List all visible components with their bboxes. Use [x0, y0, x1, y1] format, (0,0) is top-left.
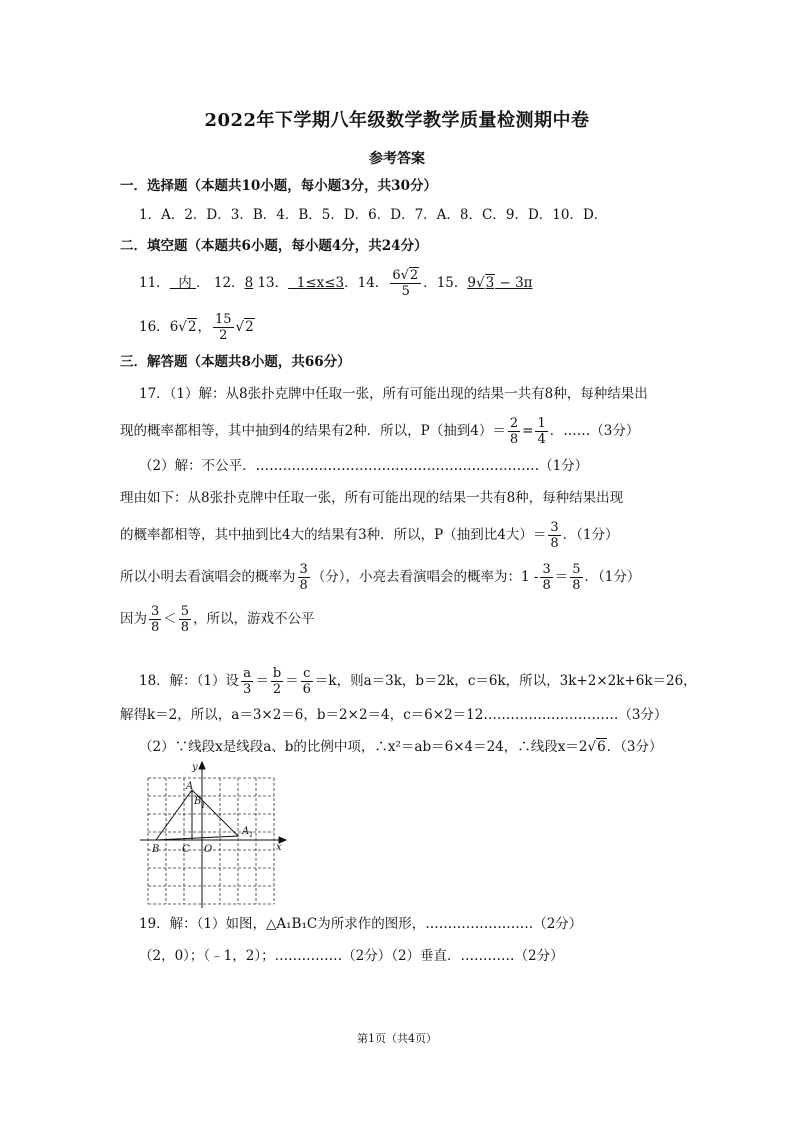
fill-answers-row1: [139, 268, 533, 299]
point-labels: [151, 762, 282, 855]
label-x: x: [276, 842, 282, 853]
label-b: B: [152, 844, 160, 855]
label-a1-sub: 1: [249, 831, 254, 839]
q12-prefix: ． 12．: [196, 275, 245, 291]
q19-line2: （2，0）；（﹣1，2）；……………（2分）（2）垂直．…………（2分）: [139, 948, 564, 964]
section1-heading: 一．选择题（本题共10小题，每小题3分，共30分）: [120, 178, 437, 194]
q15-answer: 9√3 − 3π: [467, 275, 533, 291]
q17-fraction-f: $\frac{5}{8}$: [572, 562, 581, 593]
q19-line1: 19．解：（1）如图，△A₁B₁C为所求作的图形，……………………（2分）: [139, 916, 583, 932]
q17-fraction-h: $\frac{5}{8}$: [180, 604, 190, 635]
q15-prefix: ．15．: [423, 275, 468, 291]
label-c: C: [182, 844, 190, 855]
q18-line1: 18．解：（1）设 $\frac{a}{3}$ ＝ $\frac{b}{2}$ ＝ $\frac{c}{6}$ ＝k，则a＝3k，b＝2k，c＝6k，所以，3k+2×2k+6k＝26，: [139, 666, 697, 697]
q17-line3: （2）解：不公平．………………………………………………………（1分）: [139, 458, 589, 474]
q17-line2: 现的概率都相等，其中抽到4的结果有2种．所以，P（抽到4）＝ $\frac{2}{8}$ = $\frac{1}{4}$ ．……（3分）: [120, 416, 640, 447]
q16-answer-a: 6√2: [169, 319, 197, 335]
label-b1: B: [194, 796, 202, 807]
label-y: y: [192, 762, 198, 773]
q17-fraction-c: $\frac{3}{8}$: [550, 520, 559, 551]
q17-fraction-a: $\frac{2}{8}$: [509, 416, 519, 447]
q17-fraction-e: $\frac{3}{8}$: [542, 562, 551, 593]
section3-heading: 三．解答题（本题共8小题，共66分）: [120, 354, 351, 370]
q17-fraction-d: $\frac{3}{8}$: [299, 562, 308, 593]
label-a: A: [186, 781, 194, 792]
label-a1: A: [242, 826, 250, 837]
q17-line4: 理由如下：从8张扑克牌中任取一张，所有可能出现的结果一共有8种，每种结果出现: [120, 490, 624, 506]
q12-answer: 8: [244, 275, 254, 291]
q14-fraction: $\frac{6√2}{5}$: [390, 268, 421, 299]
q16-prefix: 16．: [139, 319, 170, 335]
q18-fraction-b: $\frac{b}{2}$: [272, 666, 282, 697]
q18-line3: （2）∵线段x是线段a、b的比例中项，∴x²＝ab＝6×4＝24，∴线段x＝2√6．（3分）: [139, 739, 663, 755]
q17-line1: 17．（1）解：从8张扑克牌中任取一张，所有可能出现的结果一共有8种，每种结果出: [139, 386, 648, 402]
q13-answer: 1≤x≤3: [296, 275, 345, 291]
section2-heading: 二．填空题（本题共6小题，每小题4分，共24分）: [120, 238, 428, 254]
q17-fraction-b: $\frac{1}{4}$: [537, 416, 546, 447]
q14-prefix: ．14．: [344, 275, 389, 291]
q16-fraction: $\frac{15}{2}$: [214, 312, 232, 343]
q16-radical: √2: [235, 319, 254, 335]
grid-lines: [148, 778, 274, 904]
label-b1-sub: 1: [201, 802, 206, 810]
page-footer: 第1页（共4页）: [357, 1032, 437, 1045]
q17-fraction-g: $\frac{3}{8}$: [151, 604, 160, 635]
q11-answer: 内: [178, 275, 192, 291]
label-o: O: [204, 844, 213, 855]
q11-prefix: 11．: [139, 275, 170, 291]
q18-fraction-a: $\frac{a}{3}$: [243, 666, 252, 697]
page-subtitle: 参考答案: [369, 151, 425, 167]
q16-separator: ，: [197, 319, 211, 335]
q17-line5: 的概率都相等，其中抽到比4大的结果有3种．所以，P（抽到比4大）＝ $\frac{3}{8}$ ．（1分）: [120, 520, 619, 551]
section1-answers: 1．A．2．D．3．B．4．B．5．D．6．D．7．A．8．C．9．D．10．D．: [139, 207, 608, 223]
page-title: 2022年下学期八年级数学教学质量检测期中卷: [204, 110, 590, 131]
q13-prefix: 13．: [253, 275, 289, 291]
q18-line2: 解得k＝2，所以，a＝3×2＝6，b＝2×2＝4，c＝6×2＝12…………………………（3分）: [120, 707, 668, 723]
q17-line6: 所以小明去看演唱会的概率为 $\frac{3}{8}$ （分），小亮去看演唱会的概率为：1 - $\frac{3}{8}$ ＝ $\frac{5}{8}$ ．（1分）: [120, 562, 641, 593]
q18-fraction-c: $\frac{c}{6}$: [302, 666, 311, 697]
fill-answers-row2: [139, 312, 255, 343]
coordinate-grid-figure: [136, 760, 292, 910]
q17-line7: 因为 $\frac{3}{8}$ ＜ $\frac{5}{8}$ ，所以，游戏不公平: [120, 604, 315, 635]
